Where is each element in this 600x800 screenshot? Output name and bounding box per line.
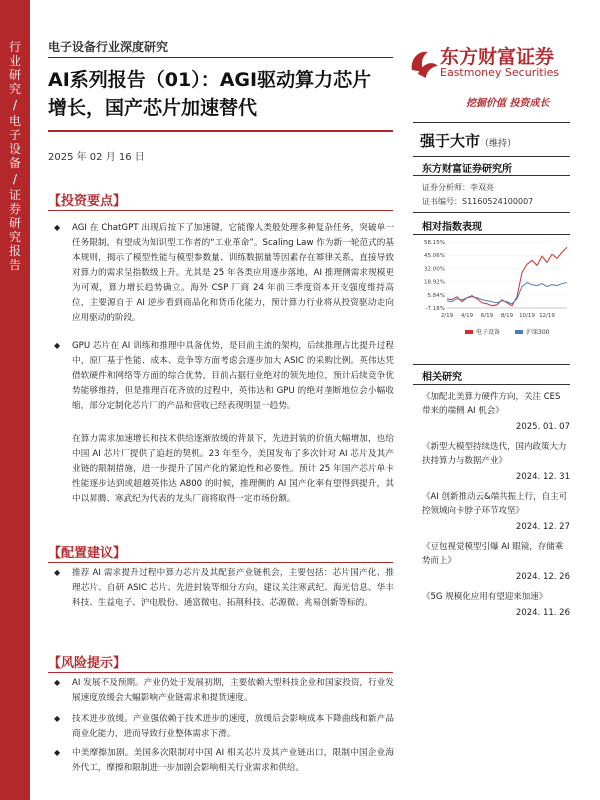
chart-series-line xyxy=(447,283,567,304)
sidebar-char: 究 xyxy=(8,230,21,244)
rating-note: （维持） xyxy=(480,139,517,149)
bullet-diamond-icon: ◆ xyxy=(54,568,61,577)
right-divider-related-2 xyxy=(413,384,570,385)
chart-x-tick: 4/19 xyxy=(460,313,474,319)
chart-x-tick: 12/19 xyxy=(539,313,555,319)
sidebar-char: 证 xyxy=(8,188,21,202)
chart-y-tick: -7.18% xyxy=(425,306,445,312)
related-date-2: 2024. 12. 31 xyxy=(515,472,570,482)
chart-series-line xyxy=(447,247,567,306)
category-divider xyxy=(48,57,393,58)
sidebar-char: 子 xyxy=(8,128,21,142)
sidebar-char: 究 xyxy=(8,82,21,96)
sidebar-char: 研 xyxy=(8,68,21,82)
sidebar-char: 研 xyxy=(8,216,21,230)
related-date-5: 2024. 11. 26 xyxy=(515,608,570,618)
sidebar-char: 行 xyxy=(8,40,21,54)
chart-x-tick: 8/19 xyxy=(500,313,514,319)
right-divider-rating xyxy=(413,156,570,157)
chart-y-tick: 18.92% xyxy=(424,279,445,286)
rating-label: 强于大市 xyxy=(420,132,481,150)
analyst-license: 证书编号：S1160524100007 xyxy=(422,197,534,206)
chart-x-tick: 10/19 xyxy=(519,313,535,319)
sidebar-segment xyxy=(4,40,26,96)
sidebar-char: 业 xyxy=(8,54,21,68)
related-date-1: 2025. 01. 07 xyxy=(515,422,570,432)
logo-chinese-name: 东方财富证券 xyxy=(440,46,555,68)
section-heading-investment: 【投资要点】 xyxy=(48,194,127,209)
sidebar-vertical-text xyxy=(4,40,26,272)
right-divider-chart xyxy=(413,234,570,235)
analyst-name: 证券分析师：李双亮 xyxy=(422,183,494,192)
sidebar-segment xyxy=(4,114,26,170)
related-item-5: 《5G 规模化应用有望迎来加速》 xyxy=(422,592,548,602)
section-heading-risk: 【风险提示】 xyxy=(48,656,127,671)
sidebar-char: 备 xyxy=(8,156,21,170)
title-line-1: AI系列报告（01）：AGI驱动算力芯片 xyxy=(48,69,372,91)
chart-legend-swatch xyxy=(515,330,523,334)
industry-rating xyxy=(420,130,516,151)
investment-paragraph-2: GPU 芯片在 AI 训练和推理中具备优势，是目前主流的架构，后续推理占比提升过程中，原厂基于性能、成本、竞争等方面考虑会逐步加大 ASIC 的采购比例。英伟达凭借软硬件和网络等方面的综合优势，目前占据行业绝对的领先地位，预计后续竞争优势能够维持，但是推理百花齐放的过程中，英伟达和 GPU 的绝对垄断地位会小幅收缩，部分定制化芯片厂的产品和营收已经表现明显一趋势。 xyxy=(72,341,394,411)
section-heading-config: 【配置建议】 xyxy=(48,546,127,561)
related-item-3: 《AI 创新推动云&端共振上行，自主可控领域向卡脖子环节攻坚》 xyxy=(422,492,568,516)
section-divider-config xyxy=(48,562,393,563)
title-line-2: 增长，国产芯片加速替代 xyxy=(48,97,258,119)
config-paragraph: 推荐 AI 需求提升过程中算力芯片及其配套产业链机会，主要包括：芯片国产化、推理芯片、自研 ASIC 芯片、先进封装等细分方向，建议关注寒武纪、海光信息、华丰科技、生益电子、沪电股份、通富微电、拓荆科技、芯源微、兆易创新等标的。 xyxy=(72,568,394,608)
report-date: 2025 年 02 月 16 日 xyxy=(48,152,145,163)
sidebar-char: 电 xyxy=(8,114,21,128)
chart-y-tick: 45.06% xyxy=(424,253,445,260)
bullet-diamond-icon: ◆ xyxy=(54,714,61,723)
chart-y-tick: 5.84% xyxy=(427,292,445,299)
left-sidebar xyxy=(0,0,30,800)
right-divider-analyst xyxy=(413,212,570,213)
logo-slogan: 挖掘价值 投资成长 xyxy=(466,98,550,109)
investment-paragraph-1: AGI 在 ChatGPT 出现后按下了加速键，它能像人类般处理多种复杂任务，突破单一任务限制，有望成为知识型工作者的“工业革命”。Scaling Law 作为新一轮范式的基本规则，揭示了模型性能与模型参数量、训练数据量等因素存在幂律关系，直接导致对算力的需求呈指数级上升。尤其是 25 年各类应用逐步落地，AI 推理侧需求规模更为可观，算力增长趋势确立。海外 CSP 厂商 24 年前三季度资本开支强度维持高位，主要源自于 AI 逆步看到商品化和货币化能力，预计算力行业将从投资驱动走向应用驱动的阶段。 xyxy=(72,223,394,323)
related-date-4: 2024. 12. 26 xyxy=(515,572,570,582)
sidebar-char: 告 xyxy=(8,258,21,272)
chart-legend-label: 电子设备 xyxy=(476,329,501,336)
risk-paragraph-3: 中美摩擦加剧。美国多次限制对中国 AI 相关芯片及其产业链出口，限制中国企业海外代工，摩擦和限制进一步加剧会影响相关行业需求和供给。 xyxy=(72,748,394,773)
related-item-4: 《豆包视觉模型引爆 AI 眼镜，存储乘势而上》 xyxy=(422,542,564,566)
sidebar-char: 券 xyxy=(8,202,21,216)
sidebar-separator: / xyxy=(12,98,18,112)
logo-english-name: Eastmoney Securities xyxy=(440,66,560,79)
related-item-1: 《加配北美算力硬件方向，关注 CES 带来的端侧 AI 机会》 xyxy=(422,392,561,416)
risk-paragraph-1: AI 发展不及预期。产业仍处于发展初期，主要依赖大型科技企业和国家投资，行业发展速度放缓会大幅影响产业链需求和提货速度。 xyxy=(72,678,394,703)
chart-title: 相对指数表现 xyxy=(422,222,482,233)
right-divider-related xyxy=(413,364,570,365)
section-divider-risk xyxy=(48,672,393,673)
report-title xyxy=(48,66,398,122)
relative-index-chart xyxy=(413,236,573,346)
section-divider-investment xyxy=(48,210,393,211)
report-category: 电子设备行业深度研究 xyxy=(48,40,169,54)
related-research-title: 相关研究 xyxy=(422,372,462,383)
chart-x-tick: 6/19 xyxy=(480,313,494,319)
sidebar-segment xyxy=(4,188,26,272)
related-date-3: 2024. 12. 27 xyxy=(515,522,570,532)
bullet-diamond-icon: ◆ xyxy=(54,223,61,232)
title-divider xyxy=(48,130,393,132)
right-divider-institute xyxy=(413,175,570,176)
investment-paragraph-3: 在算力需求加速增长和技术供给逐渐放缓的背景下，先进封装的价值大幅增加，也给中国 AI 芯片厂提供了追赶的契机。23 年至今，美国发布了多次针对 AI 芯片及其产业链的限制措施，进一步提升了国产化的紧迫性和必要性。预计 25 年国产芯片单卡性能逐步达到或超越英伟达 A800 的时候，推理侧的 AI 国产化率有望得到提升，其中以昇腾、寒武纪为代表的龙头厂商将取得一定市场份额。 xyxy=(72,434,394,504)
chart-y-tick: 32.00% xyxy=(424,266,445,273)
chart-y-tick: 58.15% xyxy=(424,240,445,246)
bullet-diamond-icon: ◆ xyxy=(54,678,61,687)
related-item-2: 《新型大模型持续迭代，国内政策大力扶持算力与数据产业》 xyxy=(422,442,567,466)
chart-legend-swatch xyxy=(465,330,473,334)
risk-paragraph-2: 技术进步放缓。产业强依赖于技术进步的速度，放缓后会影响成本下降曲线和新产品商业化能力，进而导致行业整体需求下滑。 xyxy=(72,714,394,739)
bullet-diamond-icon: ◆ xyxy=(54,341,61,350)
right-divider-top xyxy=(413,122,570,123)
bullet-diamond-icon: ◆ xyxy=(54,748,61,757)
chart-x-tick: 2/19 xyxy=(440,313,454,319)
chart-legend-label: 沪深300 xyxy=(526,329,550,336)
sidebar-char: 设 xyxy=(8,142,21,156)
sidebar-char: 报 xyxy=(8,244,21,258)
sidebar-separator: / xyxy=(12,172,18,186)
institute-name: 东方财富证券研究所 xyxy=(422,164,512,175)
